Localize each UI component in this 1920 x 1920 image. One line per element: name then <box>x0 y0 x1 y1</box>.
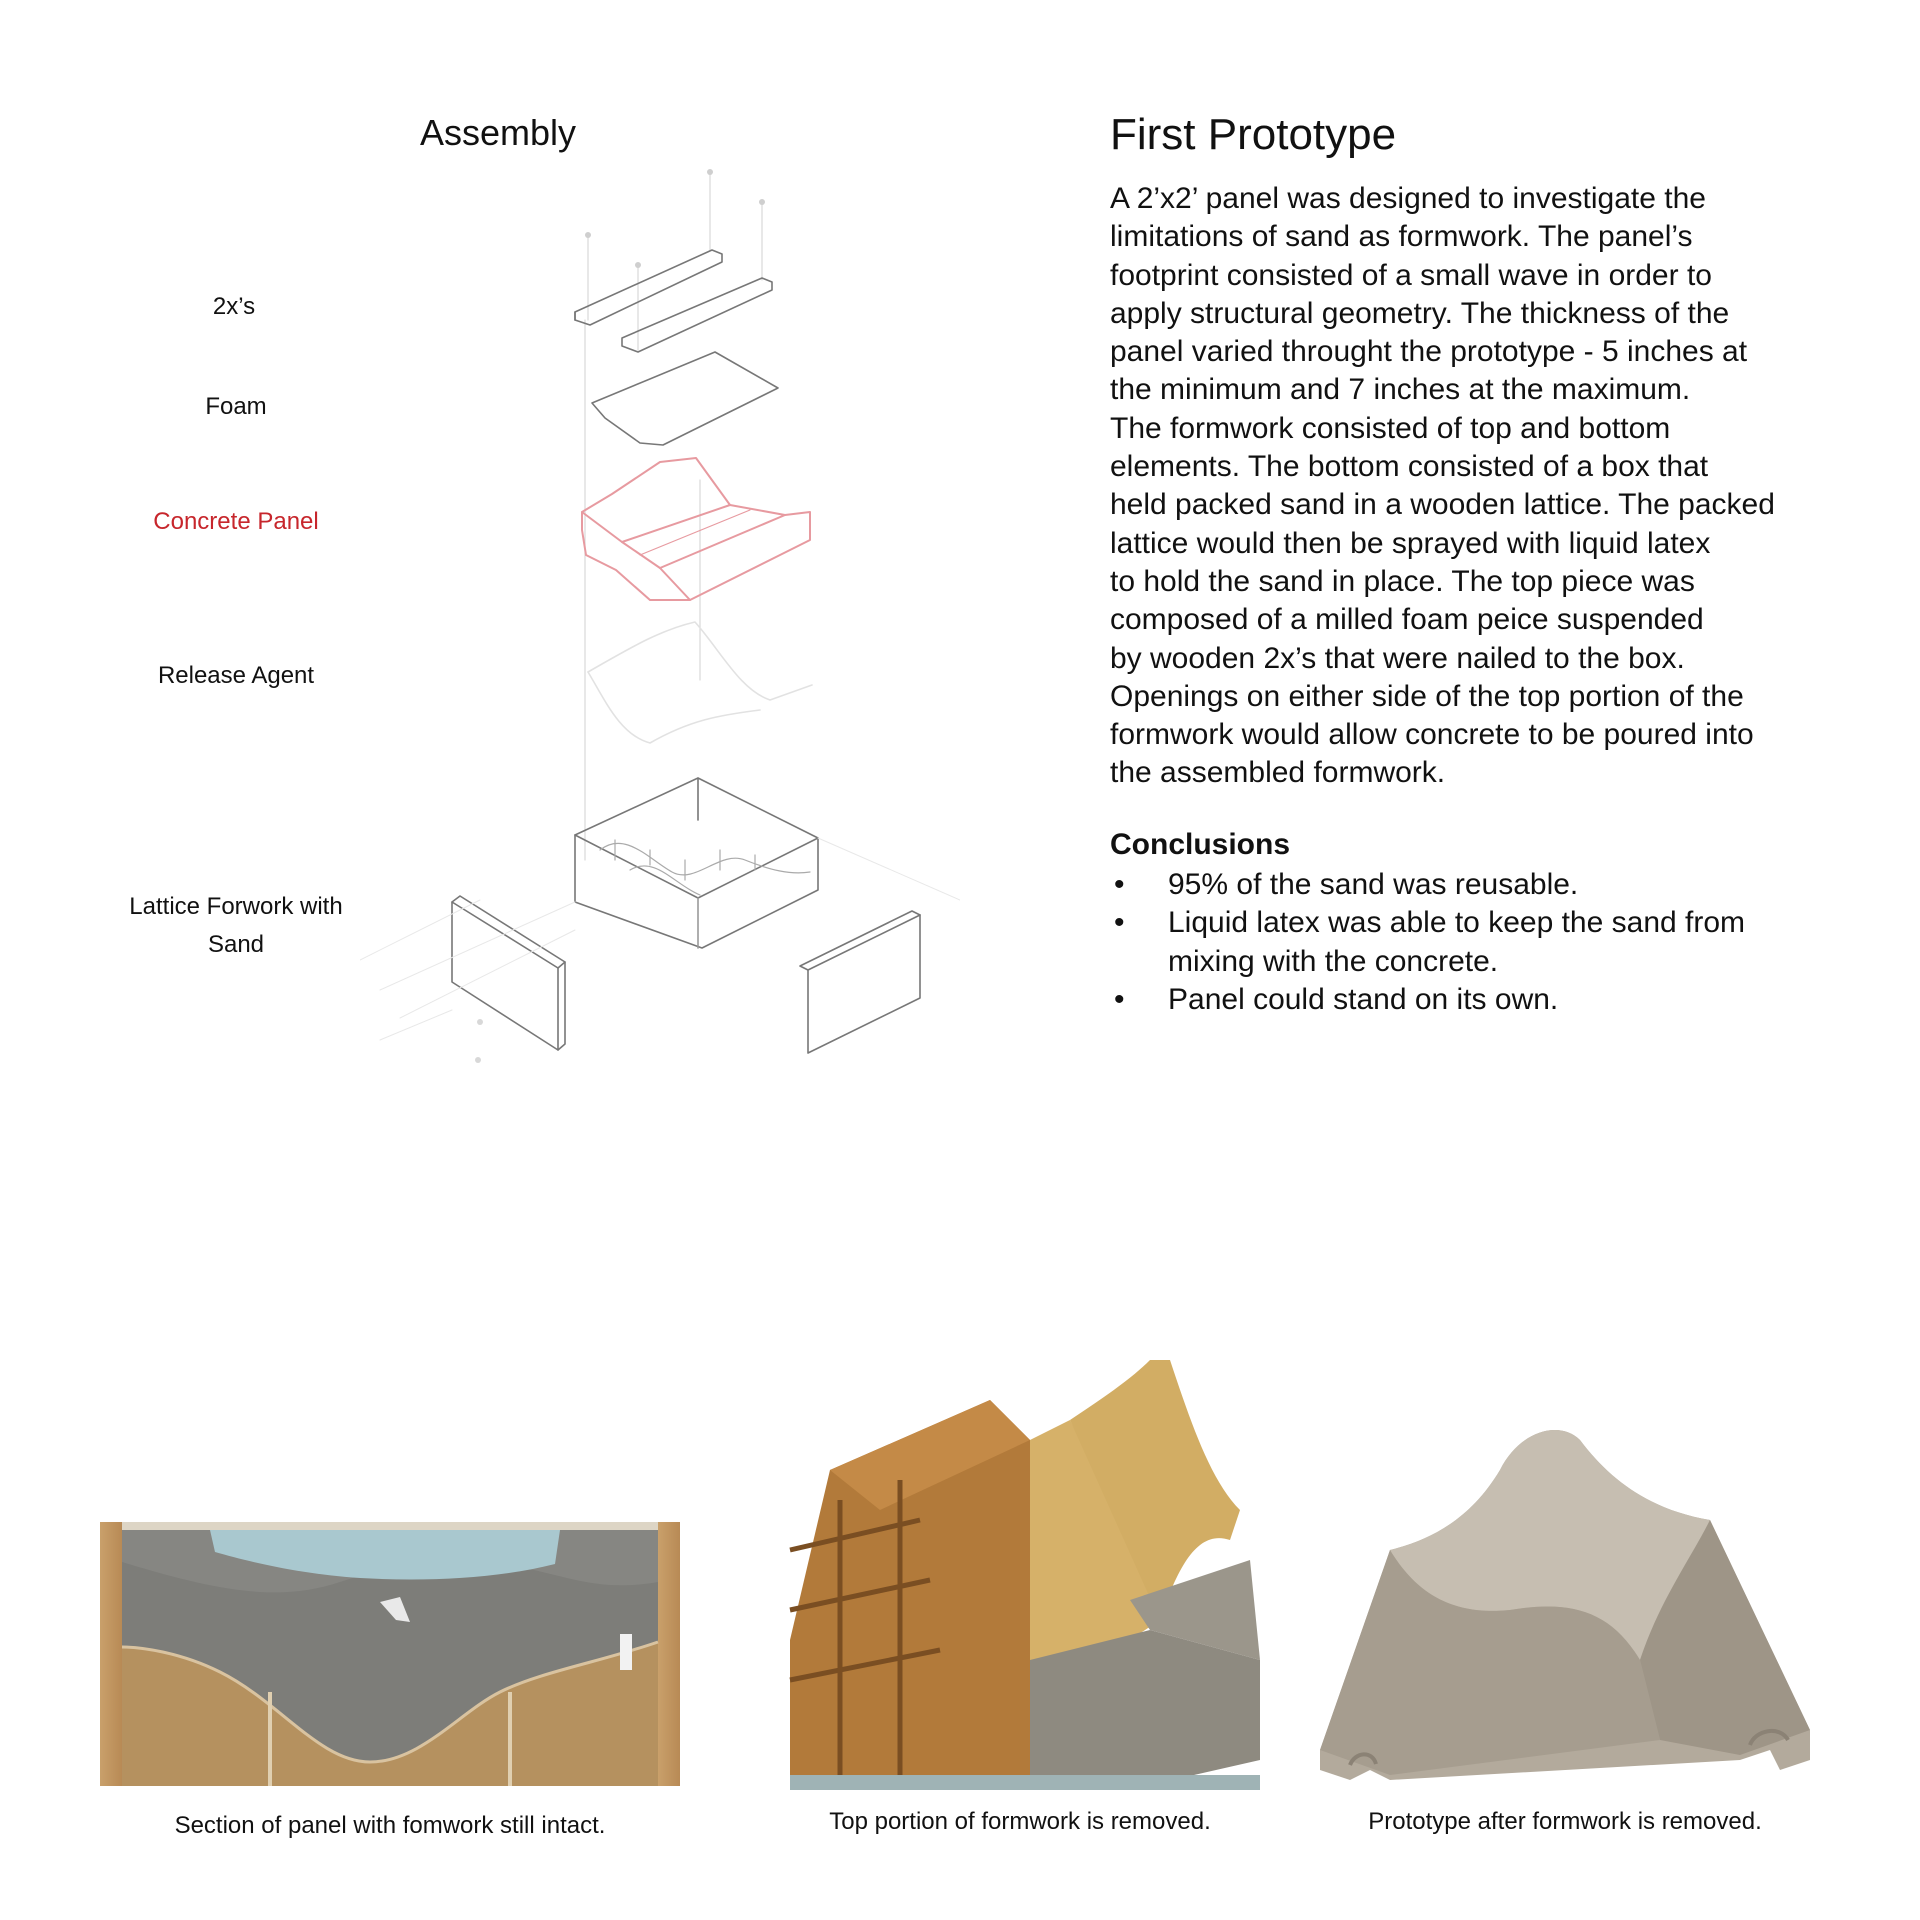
conclusion-item <box>1110 866 1810 904</box>
lattice-box <box>575 778 818 948</box>
conclusion-item <box>1110 981 1810 1019</box>
photo-top-removed <box>770 1360 1270 1790</box>
caption-prototype: Prototype after formwork is removed. <box>1368 1808 1762 1835</box>
conclusion-text: Panel could stand on its own. <box>1168 982 1559 1016</box>
photo-section-panel <box>100 1522 680 1786</box>
layer-label-lattice-line1: Lattice Forwork with <box>129 893 343 920</box>
bullet-icon: • <box>1114 868 1125 901</box>
conclusions-heading: Conclusions <box>1110 828 1291 861</box>
layer-label-concrete-panel: Concrete Panel <box>153 508 319 535</box>
page-title: First Prototype <box>1110 110 1397 159</box>
photo-prototype <box>1310 1400 1820 1790</box>
conclusion-text: Liquid latex was able to keep the sand from mixing with the concrete. <box>1168 906 1746 978</box>
conclusions-list <box>1110 866 1810 1019</box>
lattice-grid <box>600 840 810 895</box>
two-by-lumber <box>575 250 772 352</box>
bullet-icon: • <box>1114 906 1125 940</box>
concrete-panel-shape <box>582 458 810 600</box>
bullet-icon: • <box>1114 982 1125 1016</box>
exploded-assembly-diagram <box>360 160 960 1080</box>
layer-label-2xs: 2x’s <box>212 293 256 320</box>
layer-label-lattice-line2: Sand <box>207 931 265 958</box>
layer-label-release-agent: Release Agent <box>157 662 315 689</box>
caption-top-removed: Top portion of formwork is removed. <box>829 1808 1211 1835</box>
conclusion-text: 95% of the sand was reusable. <box>1168 868 1579 901</box>
foam-block <box>592 352 778 445</box>
assembly-title: Assembly <box>420 112 577 153</box>
conclusion-item <box>1110 904 1810 981</box>
layer-label-foam: Foam <box>205 393 267 420</box>
side-panels <box>452 896 920 1053</box>
caption-section-panel: Section of panel with fomwork still intact. <box>174 1812 606 1839</box>
layer-label-lattice <box>76 888 396 964</box>
article-body: A 2’x2’ panel was designed to investigate the limitations of sand as formwork. The panel’s footprint consisted of a small wave in order to apply structural geometry. The thickness of the panel varied throught the prototype - 5 inches at the minimum and 7 inches at the maximum. The formwork consisted of top and bottom elements. The bottom consisted of a box that held packed sand in a wooden lattice. The packed lattice would then be sprayed with liquid latex to hold the sand in place. The top piece was composed of a milled foam peice suspended by wooden 2x’s that were nailed to the box. Openings on either side of the top portion of the formwork would allow concrete to be poured into the assembled formwork. <box>1110 182 1775 790</box>
